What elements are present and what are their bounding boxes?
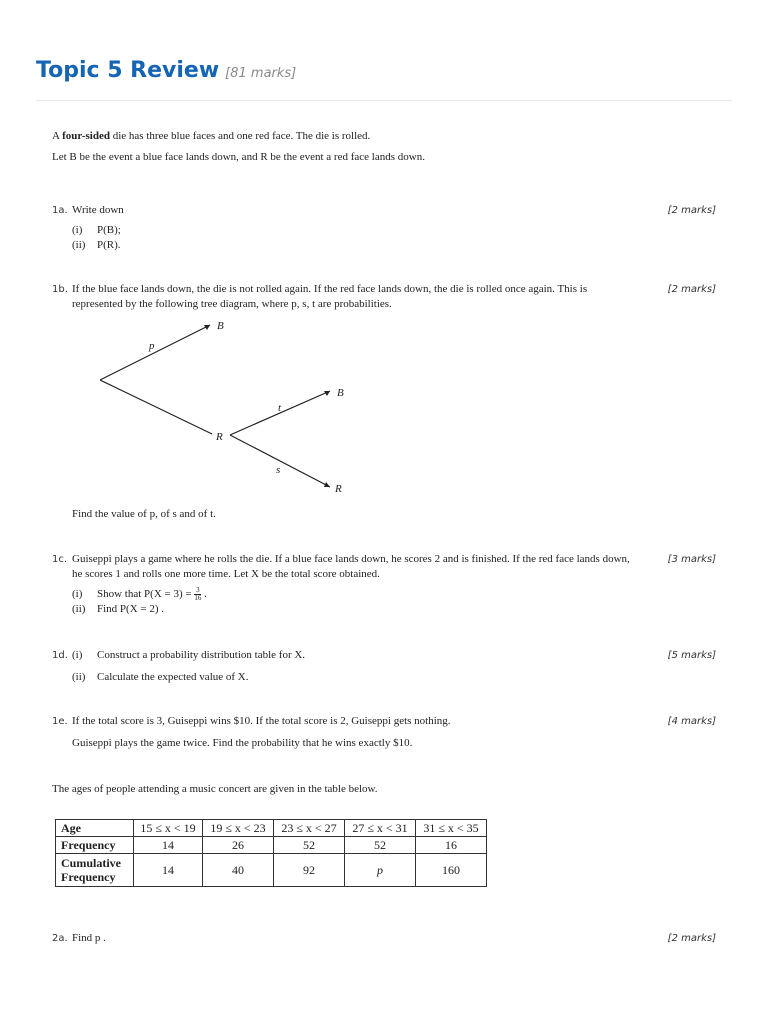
tree-branch-r — [100, 380, 212, 434]
tree-label-r1: R — [216, 431, 223, 443]
q1c-ii-label: (ii) — [72, 603, 86, 615]
question-1e-line-2: Guiseppi plays the game twice. Find the probability that he wins exactly $10. — [72, 737, 413, 749]
tree-label-p: p — [149, 340, 155, 352]
table-cell: 23 ≤ x < 27 — [274, 820, 345, 837]
intro-line-1: A four-sided die has three blue faces and one red face. The die is rolled. — [52, 130, 371, 142]
question-number-1a: 1a. — [52, 205, 68, 216]
table-cell: 160 — [416, 854, 487, 887]
tree-label-t: t — [278, 402, 282, 414]
marks-1d: [5 marks] — [667, 650, 716, 661]
question-1b-line-2: represented by the following tree diagram, where p, s, t are probabilities. — [72, 298, 392, 310]
q1a-i-text: P(B); — [97, 224, 121, 236]
q1d-ii-label: (ii) — [72, 671, 86, 683]
header-divider — [36, 100, 732, 101]
table-row — [56, 854, 487, 887]
question-2a-text: Find p . — [72, 932, 106, 944]
age-table — [55, 819, 487, 887]
tree-label-s: s — [276, 464, 281, 476]
table-cell: 92 — [274, 854, 345, 887]
tree-diagram — [90, 315, 360, 500]
table-cell: 14 — [134, 854, 203, 887]
table-cell: 19 ≤ x < 23 — [203, 820, 274, 837]
table-cell: 14 — [134, 837, 203, 854]
question-1e-line-1: If the total score is 3, Guiseppi wins $10. If the total score is 2, Guiseppi gets nothing. — [72, 715, 451, 727]
page-title — [36, 58, 296, 83]
question-1c-line-1: Guiseppi plays a game where he rolls the die. If a blue face lands down, he scores 2 and is finished. If the red face lands down, — [72, 553, 630, 565]
tree-label-b2: B — [337, 387, 344, 399]
tree-label-r2: R — [335, 483, 342, 495]
total-marks: [81 marks] — [225, 66, 297, 81]
fraction-3-16: $\frac{3}{16}$ — [194, 585, 202, 602]
table-cell: 52 — [345, 837, 416, 854]
q1d-i-text: Construct a probability distribution table for X. — [97, 649, 306, 661]
q1a-i-label: (i) — [72, 224, 83, 236]
table-header-age: Age — [56, 820, 134, 837]
table-row — [56, 820, 487, 837]
table-cell: 15 ≤ x < 19 — [134, 820, 203, 837]
marks-1b: [2 marks] — [667, 284, 716, 295]
marks-1a: [2 marks] — [667, 205, 716, 216]
q1c-i-label: (i) — [72, 588, 83, 600]
question-2-intro: The ages of people attending a music concert are given in the table below. — [52, 783, 378, 795]
age-table-wrapper — [55, 819, 487, 887]
marks-2a: [2 marks] — [667, 933, 716, 944]
marks-1e: [4 marks] — [667, 716, 716, 727]
question-number-2a: 2a. — [52, 933, 68, 944]
tree-branch-p — [100, 325, 210, 380]
tree-label-b1: B — [217, 320, 224, 332]
intro-line-2: Let B be the event a blue face lands down, and R be the event a red face lands down. — [52, 151, 425, 163]
table-row — [56, 837, 487, 854]
title-text: Topic 5 Review — [36, 58, 220, 83]
table-cell: 31 ≤ x < 35 — [416, 820, 487, 837]
table-header-frequency: Frequency — [56, 837, 134, 854]
tree-arrowheads — [204, 325, 330, 487]
q1d-i-label: (i) — [72, 649, 83, 661]
q1a-ii-label: (ii) — [72, 239, 86, 251]
q1a-ii-text: P(R). — [97, 239, 121, 251]
marks-1c: [3 marks] — [667, 554, 716, 565]
tree-branch-s — [230, 435, 330, 487]
question-number-1e: 1e. — [52, 716, 68, 727]
table-cell: 16 — [416, 837, 487, 854]
question-1b-find: Find the value of p, of s and of t. — [72, 508, 216, 520]
table-cell: 52 — [274, 837, 345, 854]
question-1c-line-2: he scores 1 and rolls one more time. Let X be the total score obtained. — [72, 568, 380, 580]
table-cell: 27 ≤ x < 31 — [345, 820, 416, 837]
question-number-1c: 1c. — [52, 554, 68, 565]
table-cell: p — [345, 854, 416, 887]
q1c-ii-text: Find P(X = 2) . — [97, 603, 165, 615]
question-1b-line-1: If the blue face lands down, the die is not rolled again. If the red face lands down, the die is rolled once again. This is — [72, 283, 588, 295]
question-1a-text: Write down — [72, 204, 124, 216]
question-number-1b: 1b. — [52, 284, 68, 295]
q1c-i-text: Show that P(X = 3) = $\frac{3}{16}$ . — [97, 585, 207, 602]
question-number-1d: 1d. — [52, 650, 68, 661]
table-header-cumulative-frequency: Cumulative Frequency — [56, 854, 134, 887]
table-cell: 40 — [203, 854, 274, 887]
q1d-ii-text: Calculate the expected value of X. — [97, 671, 249, 683]
table-cell: 26 — [203, 837, 274, 854]
